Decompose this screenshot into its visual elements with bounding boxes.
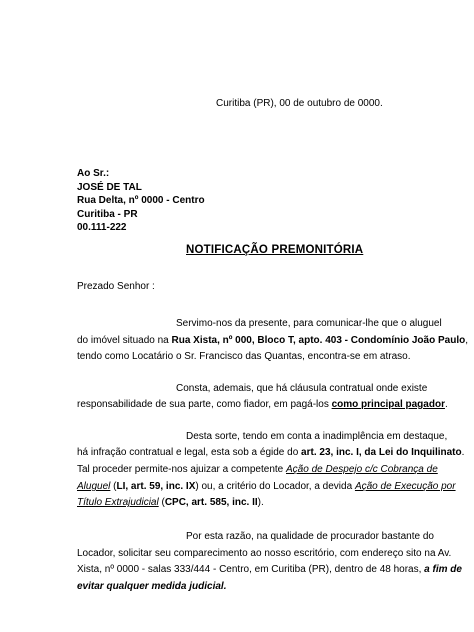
p4-line-3: Xista, nº 0000 - salas 333/444 - Centro, em Curitiba (PR), dentro de 48 horas, a fim de xyxy=(77,564,462,575)
p2-line-2: responsabilidade de sua parte, como fiador, em pagá-los como principal pagador. xyxy=(77,399,448,410)
p3-line-5: Título Extrajudicial (CPC, art. 585, inc. II). xyxy=(77,497,264,508)
p4-line-2: Locador, solicitar seu comparecimento ao nosso escritório, com endereço sito na Av. xyxy=(77,548,452,559)
recipient-zip: 00.111-222 xyxy=(77,222,127,233)
recipient-name: JOSÉ DE TAL xyxy=(77,181,142,193)
recipient-block xyxy=(77,167,205,235)
p2-line-1: Consta, ademais, que há cláusula contratual onde existe xyxy=(176,383,428,394)
p1-line-1: Servimo-nos da presente, para comunicar-lhe que o aluguel xyxy=(176,318,442,329)
p4-line-4: evitar qualquer medida judicial. xyxy=(77,581,227,592)
document-title: NOTIFICAÇÃO PREMONITÓRIA xyxy=(186,244,364,256)
p3-line-2: há infração contratual e legal, esta sob a égide do art. 23, inc. I, da Lei do Inquilinato. xyxy=(77,447,465,458)
p4-line-1: Por esta razão, na qualidade de procurador bastante do xyxy=(186,531,434,542)
recipient-street: Rua Delta, nº 0000 - Centro xyxy=(77,195,205,206)
p1-line-3: tendo como Locatário o Sr. Francisco das Quantas, encontra-se em atraso. xyxy=(77,351,411,362)
greeting: Prezado Senhor : xyxy=(77,281,155,292)
p3-line-4: Aluguel (LI, art. 59, inc. IX) ou, a critério do Locador, a devida Ação de Execução por xyxy=(77,481,456,492)
recipient-city: Curitiba - PR xyxy=(77,208,138,220)
p3-line-1: Desta sorte, tendo em conta a inadimplência em destaque, xyxy=(186,431,448,442)
p3-line-3: Tal proceder permite-nos ajuizar a competente Ação de Despejo c/c Cobrança de xyxy=(77,464,438,475)
p1-line-2: do imóvel situado na Rua Xista, nº 000, Bloco T, apto. 403 - Condomínio João Paulo, xyxy=(77,335,468,346)
place-date: Curitiba (PR), 00 de outubro de 0000. xyxy=(216,98,383,109)
recipient-to: Ao Sr.: xyxy=(77,168,110,179)
